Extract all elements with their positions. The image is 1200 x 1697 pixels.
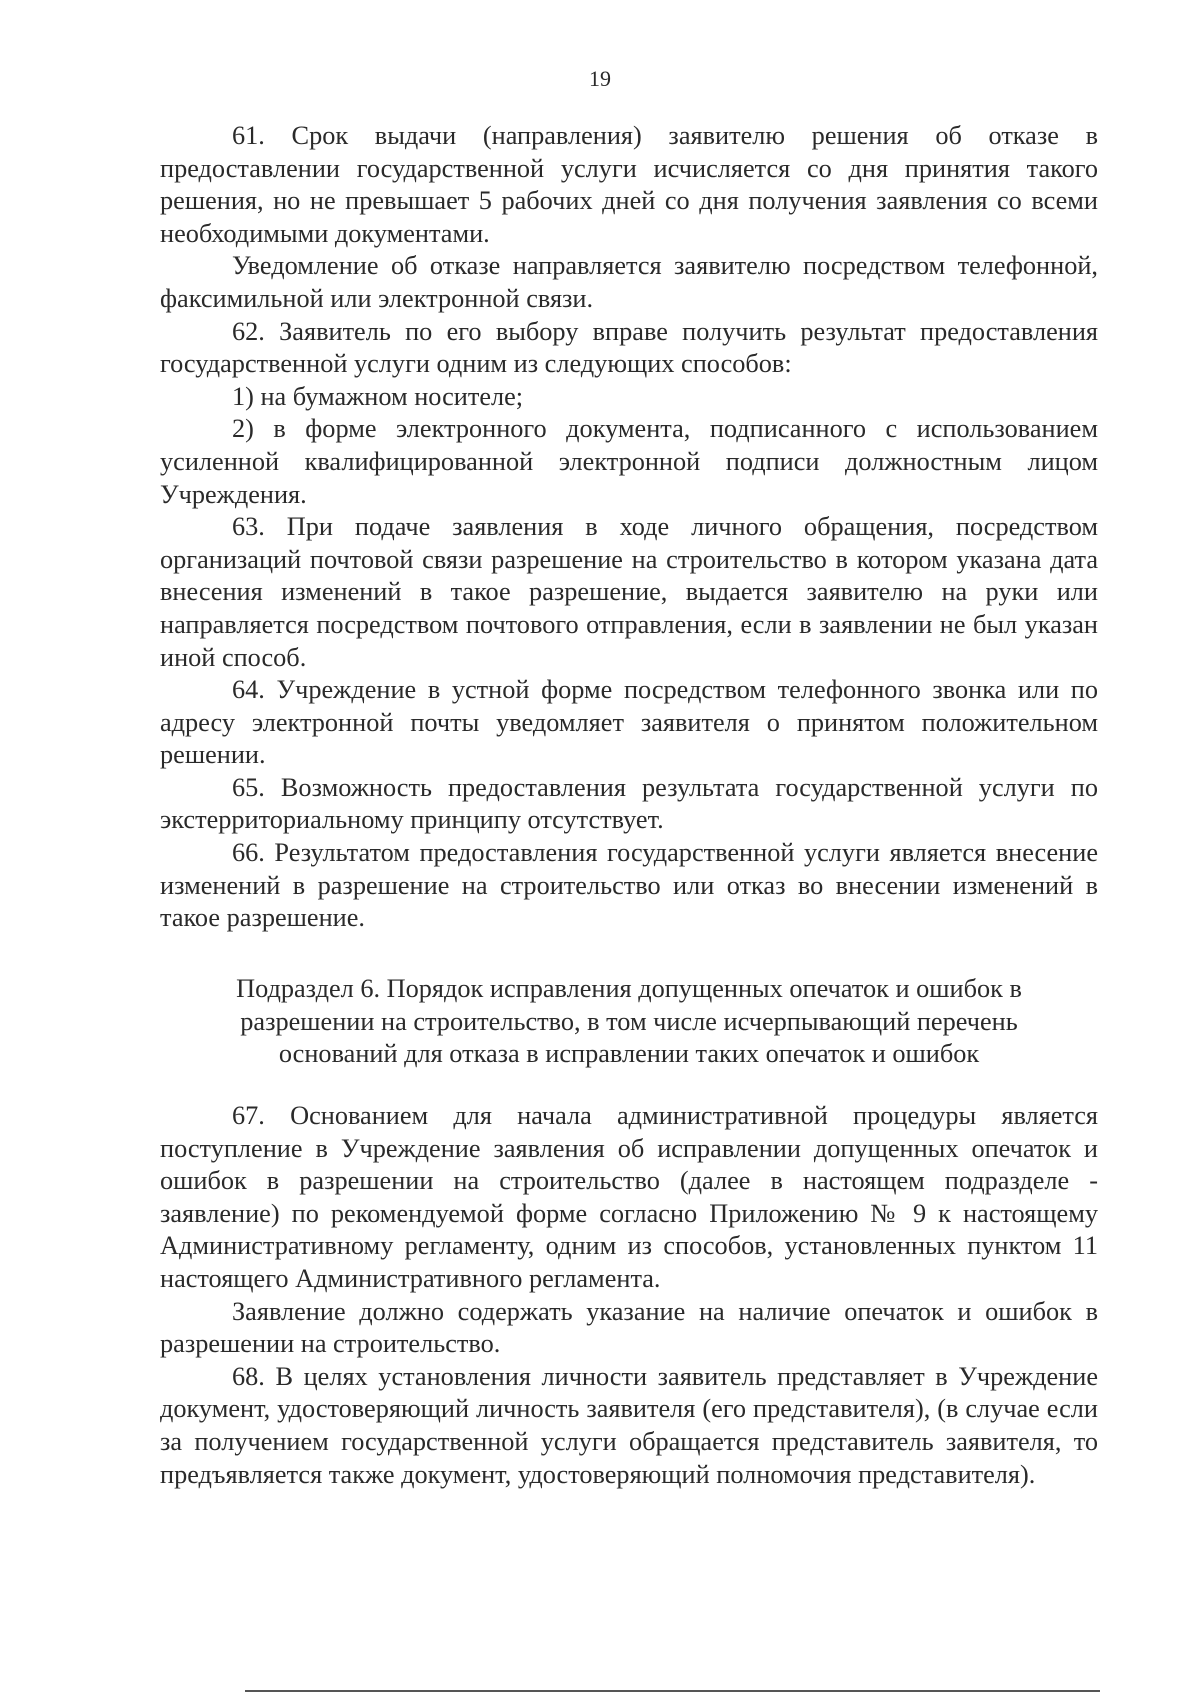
page-number: 19 bbox=[589, 66, 611, 91]
section-text-bottom bbox=[160, 1100, 1098, 1491]
paragraph-67: 67. Основанием для начала административной процедуры является поступление в Учреждение заявления об исправлении допущенных опечаток и ошибок в разрешении на строительство (далее в настоящем подразделе - заявление) по рекомендуемой форме согласно Приложению № 9 к настоящему Административному регламенту, одним из способов, установленных пунктом 11 настоящего Административного регламента. bbox=[160, 1101, 1098, 1293]
paragraph-refusal-notice: Уведомление об отказе направляется заявителю посредством телефонной, факсимильной или электронной связи. bbox=[160, 251, 1098, 313]
scan-edge-line bbox=[245, 1690, 1100, 1692]
paragraph-65: 65. Возможность предоставления результата государственной услуги по экстерриториальному принципу отсутствует. bbox=[160, 772, 1098, 835]
heading-line-2: разрешении на строительство, в том числе исчерпывающий перечень bbox=[240, 1006, 1018, 1036]
heading-line-3: оснований для отказа в исправлении таких опечаток и ошибок bbox=[278, 1039, 980, 1069]
paragraph-66: 66. Результатом предоставления государственной услуги является внесение изменений в разрешение на строительство или отказ во внесении изменений в такое разрешение. bbox=[160, 838, 1098, 933]
paragraph-63: 63. При подаче заявления в ходе личного обращения, посредством организаций почтовой связи разрешение на строительство в котором указана дата внесения изменений в такое разрешение, выдается заявителю на руки или направляется посредством почтового отправления, если в заявлении не был указан иной способ. bbox=[160, 512, 1098, 672]
paragraph-application-content: Заявление должно содержать указание на наличие опечаток и ошибок в разрешении на строительство. bbox=[160, 1296, 1098, 1359]
list-item-paper: 1) на бумажном носителе; bbox=[232, 381, 524, 411]
subsection-heading bbox=[160, 973, 1098, 1071]
paragraph-61: 61. Срок выдачи (направления) заявителю решения об отказе в предоставлении государственной услуги исчисляется со дня принятия такого решения, но не превышает 5 рабочих дней со дня получения заявления со всеми необходимыми документами. bbox=[160, 121, 1098, 248]
heading-line-1: Подраздел 6. Порядок исправления допущенных опечаток и ошибок в bbox=[236, 974, 1022, 1003]
section-text-top bbox=[160, 120, 1098, 935]
paragraph-62: 62. Заявитель по его выбору вправе получить результат предоставления государственной услуги одним из следующих способов: bbox=[160, 316, 1098, 379]
list-item-electronic: 2) в форме электронного документа, подписанного с использованием усиленной квалифицированной электронной подписи должностным лицом Учреждения. bbox=[160, 414, 1098, 509]
paragraph-68: 68. В целях установления личности заявитель представляет в Учреждение документ, удостоверяющий личность заявителя (его представителя), (в случае если за получением государственной услуги обращается представитель заявителя, то предъявляется также документ, удостоверяющий полномочия представителя). bbox=[160, 1361, 1098, 1489]
paragraph-64: 64. Учреждение в устной форме посредством телефонного звонка или по адресу электронной почты уведомляет заявителя о принятом положительном решении. bbox=[160, 675, 1098, 770]
